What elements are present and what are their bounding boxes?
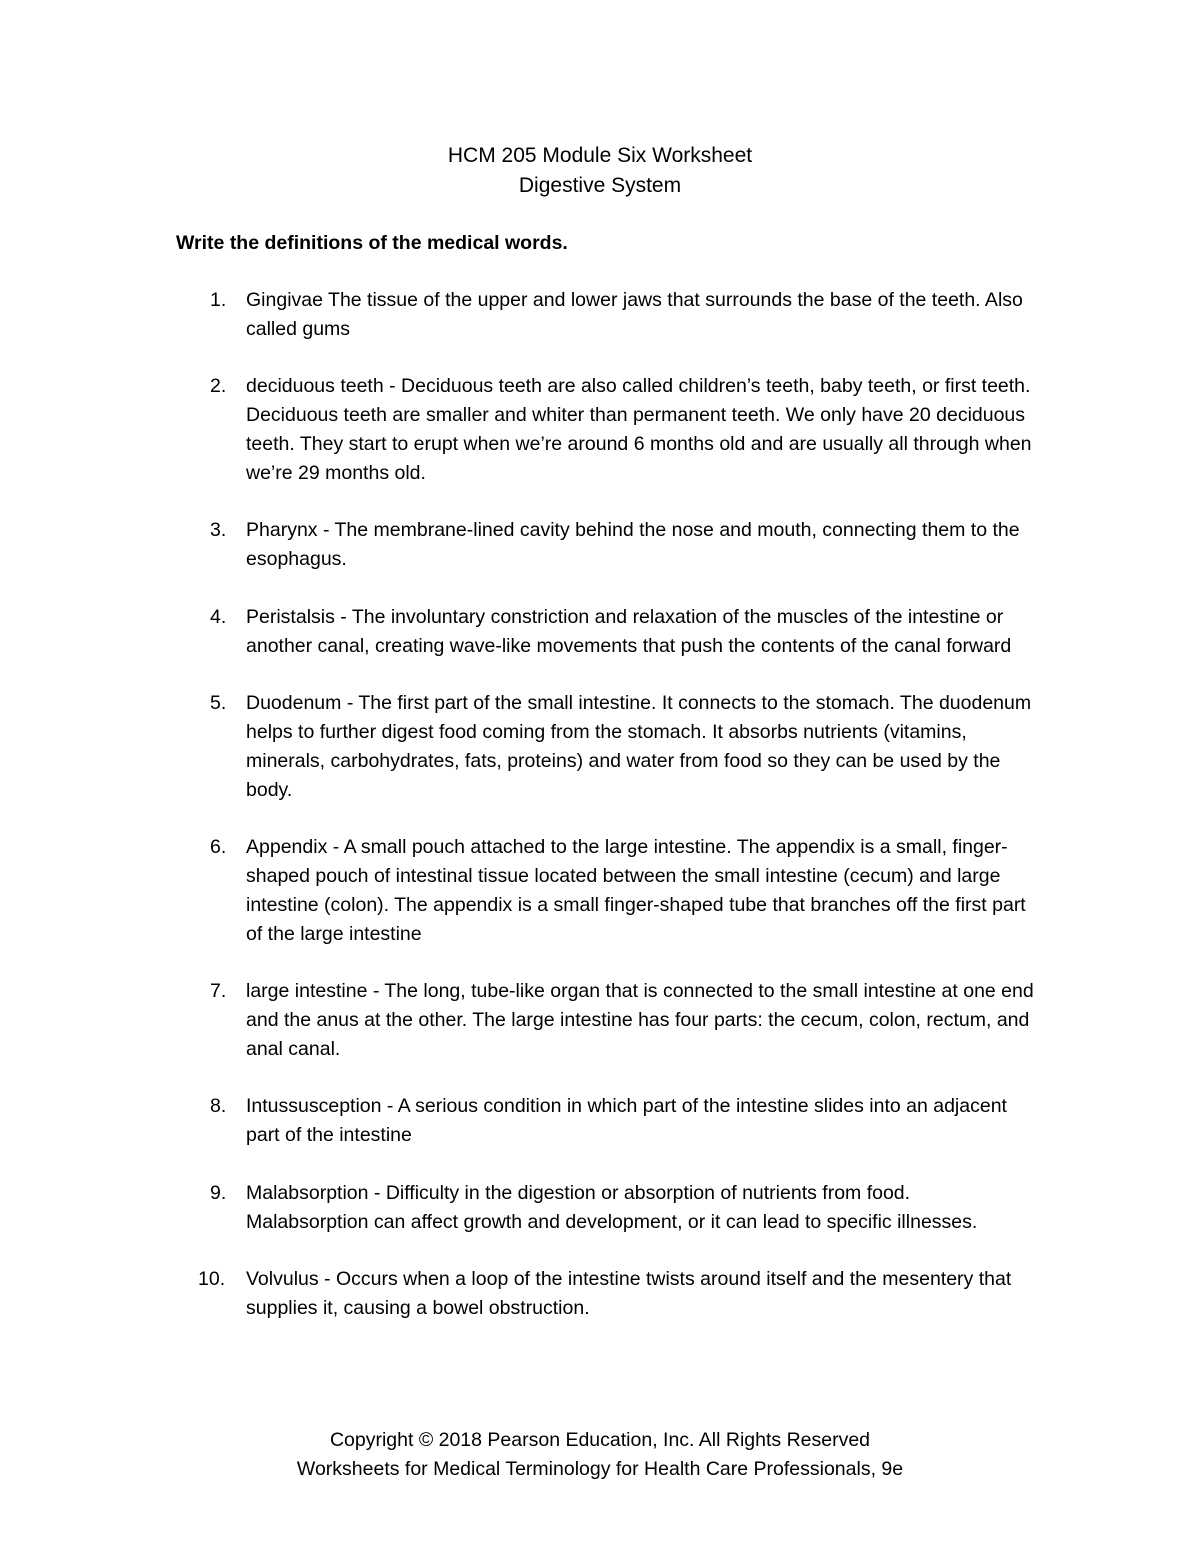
instruction-text: Write the definitions of the medical words. bbox=[176, 232, 568, 254]
item-number: 7. bbox=[210, 980, 227, 1003]
list-item bbox=[176, 833, 1036, 948]
item-number: 6. bbox=[210, 836, 227, 859]
list-item bbox=[176, 689, 1036, 804]
item-number: 1. bbox=[210, 289, 227, 311]
item-text: Malabsorption - Difficulty in the digestion or absorption of nutrients from food. Malabsorption can affect growth and development, or it can lead to specific illnesses. bbox=[246, 1181, 978, 1233]
source-text: Worksheets for Medical Terminology for Health Care Professionals, 9e bbox=[296, 1458, 904, 1480]
item-number: 8. bbox=[210, 1095, 227, 1118]
definition-list bbox=[176, 286, 1036, 1323]
item-text: large intestine - The long, tube-like organ that is connected to the small intestine at one end and the anus at the other. The large intestine has four parts: the cecum, colon, rectum, and anal canal. bbox=[246, 980, 1034, 1060]
item-text: Duodenum - The first part of the small intestine. It connects to the stomach. The duodenum helps to further digest food coming from the stomach. It absorbs nutrients (vitamins, minerals, carbohydrates, fats, proteins) and water from food so they can be used by the body. bbox=[246, 692, 1032, 801]
item-number: 2. bbox=[210, 375, 227, 398]
list-item bbox=[176, 372, 1036, 487]
item-text: Gingivae The tissue of the upper and lower jaws that surrounds the base of the teeth. Also called gums bbox=[246, 289, 1023, 340]
list-item bbox=[176, 1265, 1036, 1323]
copyright-text: Copyright © 2018 Pearson Education, Inc. All Rights Reserved bbox=[329, 1429, 871, 1451]
list-item bbox=[176, 977, 1036, 1063]
list-item bbox=[176, 603, 1036, 661]
item-number: 5. bbox=[210, 692, 227, 715]
list-item bbox=[176, 286, 1036, 344]
item-number: 9. bbox=[210, 1181, 227, 1204]
item-number: 4. bbox=[210, 605, 227, 628]
item-text: Volvulus - Occurs when a loop of the intestine twists around itself and the mesentery that supplies it, causing a bowel obstruction. bbox=[246, 1268, 1012, 1319]
item-text: Pharynx - The membrane-lined cavity behind the nose and mouth, connecting them to the esophagus. bbox=[246, 519, 1020, 571]
item-number: 3. bbox=[210, 519, 227, 542]
item-text: deciduous teeth - Deciduous teeth are also called children’s teeth, baby teeth, or first teeth. Deciduous teeth are smaller and whiter than permanent teeth. We only have 20 deciduous teeth. They start to erupt when we’re around 6 months old and are usually all through when we’re 29 months old. bbox=[246, 375, 1032, 484]
item-text: Peristalsis - The involuntary constriction and relaxation of the muscles of the intestine or another canal, creating wave-like movements that push the contents of the canal forward bbox=[246, 605, 1012, 657]
page-title: HCM 205 Module Six Worksheet bbox=[447, 144, 753, 167]
title-block bbox=[0, 141, 1200, 201]
list-item bbox=[176, 1179, 1036, 1237]
page-subtitle: Digestive System bbox=[518, 174, 682, 197]
list-item bbox=[176, 516, 1036, 574]
list-item bbox=[176, 1092, 1036, 1150]
item-number: 10. bbox=[198, 1268, 226, 1291]
item-text: Intussusception - A serious condition in which part of the intestine slides into an adjacent part of the intestine bbox=[246, 1095, 1007, 1147]
item-text: Appendix - A small pouch attached to the large intestine. The appendix is a small, finger-shaped pouch of intestinal tissue located between the small intestine (cecum) and large intestine (colon). The appendix is a small finger-shaped tube that branches off the first part of the large intestine bbox=[246, 836, 1026, 945]
page-footer bbox=[0, 1426, 1200, 1484]
